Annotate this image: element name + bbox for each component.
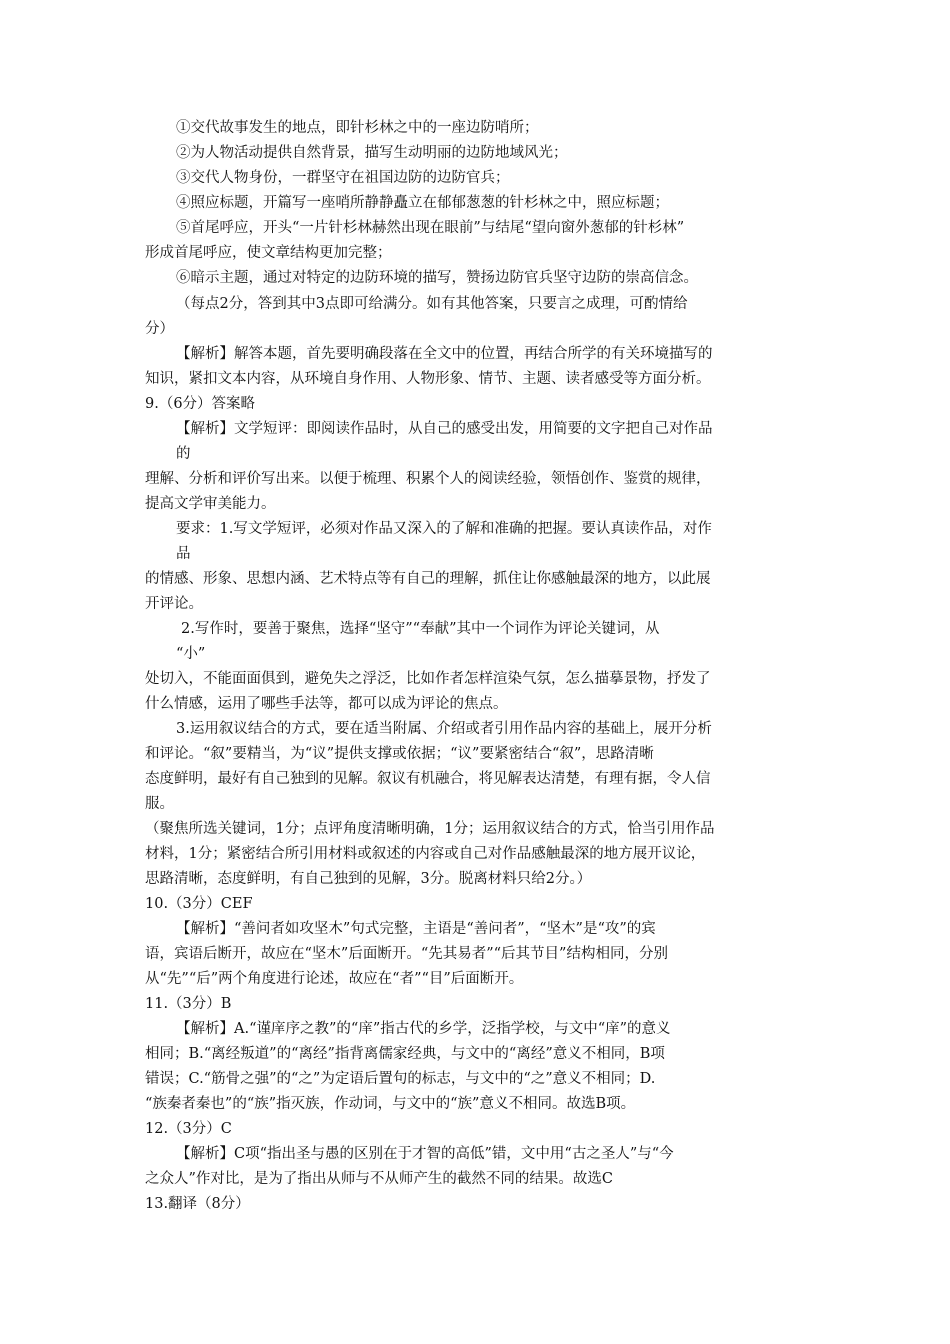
requirement-3-cont: 和评论。“叙”要精当，为“议”提供支撑或依据；“议”要紧密结合“叙”，思路清晰: [145, 746, 654, 762]
analysis-11-cont: 错误；C.“筋骨之强”的“之”为定语后置句的标志，与文中的“之”意义不相同；D.: [145, 1071, 656, 1087]
requirement-1-cont: 开评论。: [145, 596, 203, 612]
analysis-9-cont: 理解、分析和评价写出来。以便于梳理、积累个人的阅读经验，领悟创作、鉴赏的规律，: [145, 471, 711, 487]
analysis-9-cont: 提高文学审美能力。: [145, 496, 276, 512]
scoring-9: （聚焦所选关键词，1分；点评角度清晰明确，1分；运用叙议结合的方式，恰当引用作品: [145, 821, 715, 837]
answer-point-5: ⑤首尾呼应，开头“一片针杉林赫然出现在眼前”与结尾“望向窗外葱郁的针杉林”: [176, 220, 685, 236]
requirement-2-cont: 什么情感，运用了哪些手法等，都可以成为评论的焦点。: [145, 696, 508, 712]
requirement-1-cont: 的情感、形象、思想内涵、艺术特点等有自己的理解，抓住让你感触最深的地方，以此展: [145, 571, 711, 587]
analysis-11: 【解析】A.“谨庠序之教”的“庠”指古代的乡学，泛指学校，与文中“庠”的意义: [176, 1021, 671, 1037]
scoring-note: （每点2分，答到其中3点即可给满分。如有其他答案，只要言之成理，可酌情给: [176, 296, 688, 312]
answer-point-2: ②为人物活动提供自然背景，描写生动明丽的边防地域风光；: [176, 145, 568, 161]
question-11-heading: 11.（3分）B: [145, 996, 232, 1012]
question-13-heading: 13.翻译（8分）: [145, 1196, 250, 1212]
answer-point-5-cont: 形成首尾呼应，使文章结构更加完整；: [145, 245, 392, 261]
analysis-11-cont: 相同；B.“离经叛道”的“离经”指背离儒家经典，与文中的“离经”意义不相同，B项: [145, 1046, 665, 1062]
answer-point-1: ①交代故事发生的地点，即针杉林之中的一座边防哨所；: [176, 120, 539, 136]
answer-point-6: ⑥暗示主题，通过对特定的边防环境的描写，赞扬边防官兵坚守边防的崇高信念。: [176, 270, 698, 286]
analysis-9-wrap: 的: [176, 446, 191, 462]
analysis-10-cont: 从“先”“后”两个角度进行论述，故应在“者”“目”后面断开。: [145, 971, 524, 987]
scoring-9-cont: 材料，1分；紧密结合所引用材料或叙述的内容或自己对作品感触最深的地方展开议论，: [145, 846, 706, 862]
answer-point-4: ④照应标题，开篇写一座哨所静静矗立在郁郁葱葱的针杉林之中，照应标题；: [176, 195, 669, 211]
requirement-1: 要求：1.写文学短评，必须对作品又深入的了解和准确的把握。要认真读作品，对作: [176, 521, 712, 537]
requirement-3: 3.运用叙议结合的方式，要在适当附属、介绍或者引用作品内容的基础上，展开分析: [176, 721, 712, 737]
analysis-9: 【解析】文学短评：即阅读作品时，从自己的感受出发，用简要的文字把自己对作品: [176, 421, 713, 437]
analysis-8-cont: 知识，紧扣文本内容，从环境自身作用、人物形象、情节、主题、读者感受等方面分析。: [145, 371, 711, 387]
analysis-8: 【解析】解答本题，首先要明确段落在全文中的位置，再结合所学的有关环境描写的: [176, 346, 713, 362]
analysis-12: 【解析】C项“指出圣与愚的区别在于才智的高低”错，文中用“古之圣人”与“今: [176, 1146, 674, 1162]
requirement-3-cont: 服。: [145, 796, 174, 812]
requirement-3-cont: 态度鲜明，最好有自己独到的见解。叙议有机融合，将见解表达清楚，有理有据，令人信: [145, 771, 711, 787]
answer-point-3: ③交代人物身份，一群坚守在祖国边防的边防官兵；: [176, 170, 510, 186]
scoring-note-cont: 分）: [145, 321, 174, 337]
analysis-10: 【解析】“善问者如攻坚木”句式完整，主语是“善问者”，“坚木”是“攻”的宾: [176, 921, 656, 937]
requirement-2-wrap: “小”: [176, 646, 206, 662]
question-10-heading: 10.（3分）CEF: [145, 896, 253, 912]
question-12-heading: 12.（3分）C: [145, 1121, 232, 1137]
analysis-12-cont: 之众人”作对比，是为了指出从师与不从师产生的截然不同的结果。故选C: [145, 1171, 614, 1187]
question-9-heading: 9.（6分）答案略: [145, 396, 256, 412]
requirement-2-cont: 处切入，不能面面俱到，避免失之浮泛，比如作者怎样渲染气氛，怎么描摹景物，抒发了: [145, 671, 711, 687]
scoring-9-cont: 思路清晰，态度鲜明，有自己独到的见解，3分。脱离材料只给2分。）: [145, 871, 592, 887]
requirement-2: 2.写作时，要善于聚焦，选择“坚守”“奉献”其中一个词作为评论关键词，从: [181, 621, 660, 637]
analysis-11-cont: “族秦者秦也”的“族”指灭族，作动词，与文中的“族”意义不相同。故选B项。: [145, 1096, 636, 1112]
analysis-10-cont: 语，宾语后断开，故应在“坚木”后面断开。“先其易者”“后其节目”结构相同，分别: [145, 946, 668, 962]
requirement-1-wrap: 品: [176, 546, 191, 562]
